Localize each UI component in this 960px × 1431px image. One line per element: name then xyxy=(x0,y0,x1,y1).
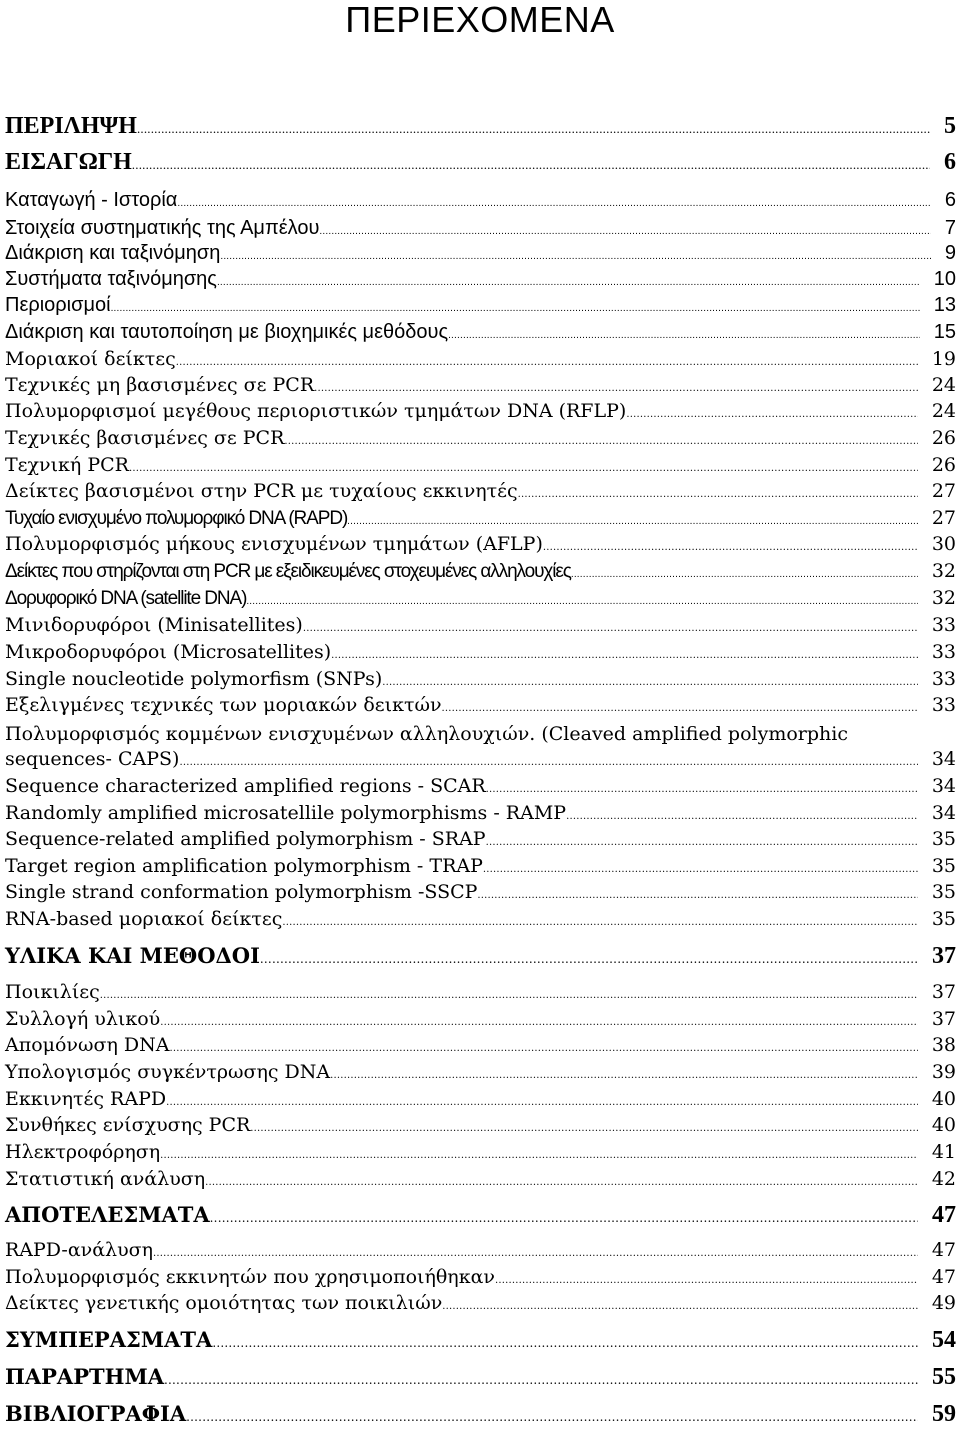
toc-entry xyxy=(5,294,956,317)
toc-entry xyxy=(5,943,956,970)
toc-entry-page-number: 33 xyxy=(931,668,956,690)
toc-entry xyxy=(5,454,956,476)
toc-entry xyxy=(5,614,956,636)
dot-leader xyxy=(486,837,918,848)
toc-entry xyxy=(5,668,956,690)
toc-entry-page-number: 41 xyxy=(931,1141,956,1163)
toc-entry-label: Τεχνικές μη βασισμένες σε PCR xyxy=(5,374,315,396)
toc-entry-page-number: 37 xyxy=(931,981,956,1003)
dot-leader xyxy=(382,677,918,688)
toc-entry xyxy=(5,694,956,716)
toc-entry-label: Περιορισμοί xyxy=(5,294,111,316)
toc-entry-page-number: 27 xyxy=(931,480,956,502)
dot-leader xyxy=(111,303,920,314)
toc-entry-page-number: 19 xyxy=(931,348,956,370)
toc-entry-label: Απομόνωση DNA xyxy=(5,1034,170,1056)
dot-leader xyxy=(483,864,918,875)
toc-entry xyxy=(5,1401,956,1428)
toc-entry-label: Δείκτες που στηρίζονται στη PCR με εξειδικευμένες στοχευμένες αλληλουχίες xyxy=(5,561,571,582)
toc-entry-label: Ηλεκτροφόρηση xyxy=(5,1141,161,1163)
toc-entry-label: Target region amplification polymorphism - TRAP xyxy=(5,855,483,877)
toc-entry xyxy=(5,427,956,449)
toc-entry xyxy=(5,348,956,370)
toc-entry xyxy=(5,374,956,396)
dot-leader xyxy=(330,1070,918,1081)
toc-entry-page-number: 37 xyxy=(932,943,956,969)
toc-entry-page-number: 40 xyxy=(931,1088,956,1110)
toc-entry-label: Πολυμορφισμός μήκους ενισχυμένων τμημάτων (AFLP) xyxy=(5,533,543,555)
toc-entry-label: Στοιχεία συστηματικής της Αμπέλου xyxy=(5,217,320,239)
toc-entry xyxy=(5,1008,956,1030)
toc-entry-page-number: 54 xyxy=(932,1327,956,1353)
toc-entry-page-number: 9 xyxy=(944,242,956,264)
dot-leader xyxy=(177,198,931,209)
toc-entry xyxy=(5,242,956,265)
dot-leader xyxy=(166,1097,918,1108)
toc-entry-page-number: 5 xyxy=(944,113,956,139)
dot-leader xyxy=(129,463,918,474)
toc-entry-label: Randomly amplified microsatellile polymorphisms - RAMP xyxy=(5,802,567,824)
toc-entry-label: Συνθήκες ενίσχυσης PCR xyxy=(5,1114,251,1136)
dot-leader xyxy=(448,330,920,341)
toc-entry-page-number: 47 xyxy=(931,1239,956,1261)
toc-entry-page-number: 32 xyxy=(931,587,956,609)
toc-entry xyxy=(5,1088,956,1110)
dot-leader xyxy=(210,1211,918,1225)
toc-entry-page-number: 59 xyxy=(932,1401,956,1427)
toc-entry-label: ΕΙΣΑΓΩΓΗ xyxy=(5,149,132,175)
toc-entry xyxy=(5,587,956,610)
toc-entry xyxy=(5,981,956,1003)
toc-entry-label: Υπολογισμός συγκέντρωσης DNA xyxy=(5,1061,331,1083)
toc-entry-page-number: 34 xyxy=(931,802,956,824)
toc-entry xyxy=(5,1168,956,1190)
toc-entry-page-number: 15 xyxy=(933,321,956,343)
dot-leader xyxy=(205,1177,918,1188)
toc-entry-label: ΠΑΡΑΡΤΗΜΑ xyxy=(5,1364,165,1389)
toc-entry-label: Εξελιγμένες τεχνικές των μοριακών δεικτών xyxy=(5,694,442,716)
toc-entry-page-number: 40 xyxy=(931,1114,956,1136)
dot-leader xyxy=(319,226,930,237)
toc-entry-label: Συστήματα ταξινόμησης xyxy=(5,268,217,290)
toc-entry xyxy=(5,1327,956,1354)
toc-entry xyxy=(5,1061,956,1083)
toc-entry-label: Στατιστική ανάλυση xyxy=(5,1168,206,1190)
toc-entry-label: Διάκριση και ταυτοποίηση με βιοχημικές μεθόδους xyxy=(5,321,449,343)
toc-entry xyxy=(5,217,956,240)
dot-leader xyxy=(486,784,918,795)
toc-entry xyxy=(5,828,956,850)
dot-leader xyxy=(164,1373,918,1387)
dot-leader xyxy=(169,1043,917,1054)
toc-entry-page-number: 6 xyxy=(944,189,956,211)
toc-entry-label: ΒΙΒΛΙΟΓΡΑΦΙΑ xyxy=(5,1401,187,1426)
toc-entry-page-number: 38 xyxy=(931,1034,956,1056)
toc-entry-label: sequences- CAPS) xyxy=(5,748,180,770)
toc-entry-page-number: 35 xyxy=(931,908,956,930)
toc-entry-page-number: 7 xyxy=(944,217,956,239)
toc-entry-label: Συλλογή υλικού xyxy=(5,1008,161,1030)
dot-leader xyxy=(543,542,918,553)
toc-entry-label: Single strand conformation polymorphism -SSCP xyxy=(5,881,478,903)
toc-entry-page-number: 32 xyxy=(931,560,956,582)
toc-entry-page-number: 35 xyxy=(931,881,956,903)
dot-leader xyxy=(160,1017,918,1028)
dot-leader xyxy=(442,1301,918,1312)
toc-entry-page-number: 49 xyxy=(931,1292,956,1314)
toc-entry-page-number: 30 xyxy=(931,533,956,555)
toc-entry xyxy=(5,400,956,422)
toc-entry xyxy=(5,321,956,344)
toc-entry xyxy=(5,1114,956,1136)
dot-leader xyxy=(160,1150,918,1161)
toc-entry-label: Sequence-related amplified polymorphism - SRAP xyxy=(5,828,486,850)
toc-entry xyxy=(5,189,956,212)
dot-leader xyxy=(260,952,918,966)
toc-entry xyxy=(5,268,956,291)
toc-entry-label: Διάκριση και ταξινόμηση xyxy=(5,242,221,264)
toc-entry xyxy=(5,802,956,824)
toc-entry-label: Πολυμορφισμοί μεγέθους περιοριστικών τμημάτων DNA (RFLP) xyxy=(5,400,627,422)
toc-entry-page-number: 10 xyxy=(933,268,956,290)
toc-entry-label: Single noucleotide polymorfism (SNPs) xyxy=(5,668,383,690)
toc-entry xyxy=(5,748,956,770)
dot-leader xyxy=(495,1275,918,1286)
dot-leader xyxy=(100,990,918,1001)
dot-leader xyxy=(571,569,918,580)
dot-leader xyxy=(179,757,917,768)
dot-leader xyxy=(303,623,918,634)
dot-leader xyxy=(282,917,917,928)
toc-entry-page-number: 24 xyxy=(931,400,956,422)
toc-entry-label: Sequence characterized amplified regions - SCAR xyxy=(5,775,486,797)
toc-entry-page-number: 26 xyxy=(931,427,956,449)
toc-entry xyxy=(5,1202,956,1229)
dot-leader xyxy=(331,650,918,661)
toc-entry xyxy=(5,881,956,903)
toc-entry xyxy=(5,113,956,140)
toc-entry-label: Πολυμορφισμός εκκινητών που χρησιμοποιήθηκαν xyxy=(5,1266,495,1288)
toc-entry-page-number: 33 xyxy=(931,694,956,716)
dot-leader xyxy=(186,1410,918,1424)
toc-entry-label: Μινιδορυφόροι (Minisatellites) xyxy=(5,614,303,636)
dot-leader xyxy=(442,703,918,714)
page-title: ΠΕΡΙΕΧΟΜΕΝΑ xyxy=(345,0,615,40)
toc-entry xyxy=(5,480,956,502)
toc-entry-page-number: 6 xyxy=(944,149,956,175)
dot-leader xyxy=(347,516,918,527)
toc-entry xyxy=(5,775,956,797)
toc-entry-label: Δείκτες γενετικής ομοιότητας των ποικιλιών xyxy=(5,1292,443,1314)
toc-entry-page-number: 27 xyxy=(931,507,956,529)
dot-leader xyxy=(137,121,930,137)
toc-entry-page-number: 33 xyxy=(931,614,956,636)
toc-entry xyxy=(5,908,956,930)
toc-entry-page-number: 34 xyxy=(931,748,956,770)
toc-entry-label: Καταγωγή - Ιστορία xyxy=(5,189,178,211)
toc-entry xyxy=(5,149,956,176)
toc-entry-page-number: 24 xyxy=(931,374,956,396)
toc-entry-page-number: 47 xyxy=(932,1202,956,1228)
dot-leader xyxy=(566,811,918,822)
toc-entry-label: Δορυφορικό DNA (satellite DNA) xyxy=(5,588,247,609)
toc-entry xyxy=(5,533,956,555)
dot-leader xyxy=(176,357,918,368)
dot-leader xyxy=(477,890,917,901)
toc-entry-label: Ποικιλίες xyxy=(5,981,100,1003)
toc-entry xyxy=(5,1266,956,1288)
dot-leader xyxy=(314,383,918,394)
toc-entry-label: Πολυμορφισμός κομμένων ενισχυμένων αλληλουχιών. (Cleaved amplified polymorphic xyxy=(5,723,848,745)
toc-entry-label: Τεχνική PCR xyxy=(5,454,129,476)
toc-entry-page-number: 34 xyxy=(931,775,956,797)
dot-leader xyxy=(220,251,931,262)
toc-entry xyxy=(5,507,956,530)
toc-entry-page-number: 39 xyxy=(931,1061,956,1083)
toc-entry-label: Τεχνικές βασισμένες σε PCR xyxy=(5,427,285,449)
toc-entry-page-number: 35 xyxy=(931,828,956,850)
dot-leader xyxy=(246,596,918,607)
toc-entry xyxy=(5,1141,956,1163)
toc-entry-label: Μικροδορυφόροι (Microsatellites) xyxy=(5,641,332,663)
toc-entry-label: ΑΠΟΤΕΛΕΣΜΑΤΑ xyxy=(5,1202,210,1227)
dot-leader xyxy=(217,277,920,288)
toc-entry-label: Εκκινητές RAPD xyxy=(5,1088,167,1110)
toc-entry-label: ΣΥΜΠΕΡΑΣΜΑΤΑ xyxy=(5,1327,213,1352)
toc-entry-label: RAPD-ανάλυση xyxy=(5,1239,153,1261)
toc-entry-label: Μοριακοί δείκτες xyxy=(5,348,176,370)
toc-entry xyxy=(5,641,956,663)
toc-entry-page-number: 55 xyxy=(932,1364,956,1390)
toc-entry xyxy=(5,1364,956,1391)
dot-leader xyxy=(250,1123,918,1134)
dot-leader xyxy=(132,157,930,173)
toc-entry xyxy=(5,1292,956,1314)
toc-entry-page-number: 33 xyxy=(931,641,956,663)
toc-entry xyxy=(5,855,956,877)
toc-entry-page-number: 13 xyxy=(933,294,956,316)
toc-entry-page-number: 47 xyxy=(931,1266,956,1288)
toc-entry-label: ΠΕΡΙΛΗΨΗ xyxy=(5,113,137,139)
toc-entry xyxy=(5,1034,956,1056)
toc-entry-page-number: 35 xyxy=(931,855,956,877)
toc-entry-page-number: 26 xyxy=(931,454,956,476)
dot-leader xyxy=(518,489,918,500)
toc-entry xyxy=(5,560,956,583)
toc-entry-page-number: 42 xyxy=(931,1168,956,1190)
toc-entry-label: RNA-based μοριακοί δείκτες xyxy=(5,908,283,930)
dot-leader xyxy=(153,1248,918,1259)
toc-entry-label: Τυχαίο ενισχυμένο πολυμορφικό DNA (RAPD) xyxy=(5,508,348,529)
toc-entry xyxy=(5,723,848,745)
toc-entry xyxy=(5,1239,956,1261)
toc-entry-label: Δείκτες βασισμένοι στην PCR με τυχαίους εκκινητές xyxy=(5,480,518,502)
toc-entry-page-number: 37 xyxy=(931,1008,956,1030)
dot-leader xyxy=(212,1336,918,1350)
dot-leader xyxy=(284,436,917,447)
dot-leader xyxy=(626,409,918,420)
toc-entry-label: ΥΛΙΚΑ ΚΑΙ ΜΕΘΟΔΟΙ xyxy=(5,943,260,968)
